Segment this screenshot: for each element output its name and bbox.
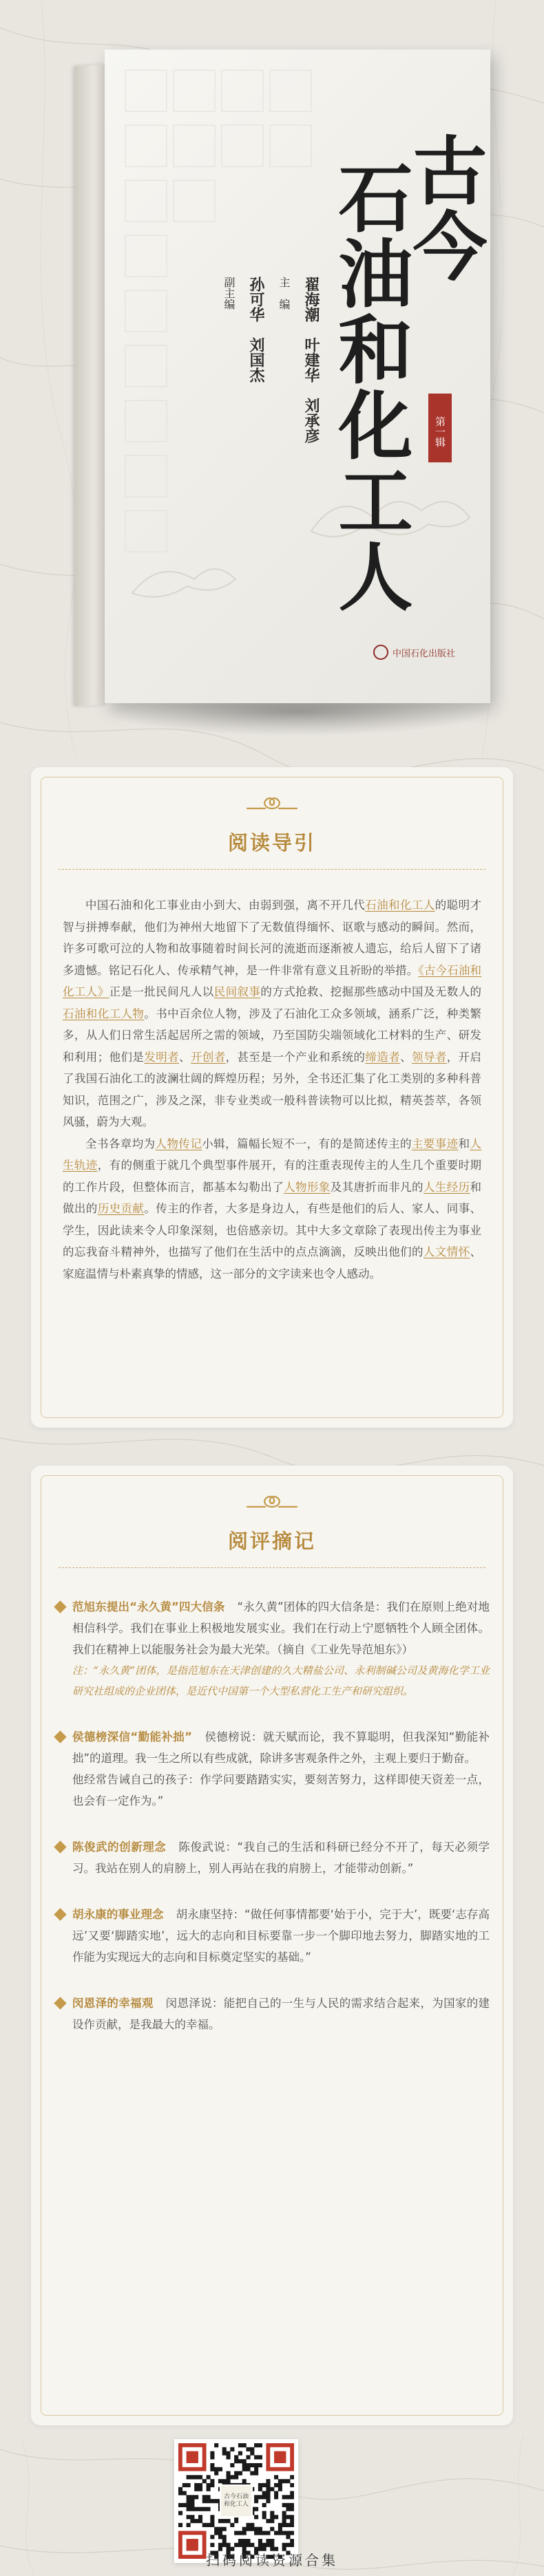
review-title: 闵恩泽的幸福观 bbox=[72, 1997, 154, 2010]
review-text: “永久黄”团体的四大信条是：我们在原则上绝对地相信科学。我们在事业上积极地发展实业。我们在行动上宁愿牺牲个人顾全团体。我们在精神上以能服务社会为最大光荣。（摘自《工业先导范旭东》） bbox=[72, 1600, 490, 1656]
book-title-line1: 古今 bbox=[400, 132, 487, 283]
highlighted-keyword: 缔造者 bbox=[365, 1050, 401, 1064]
review-notes-card bbox=[31, 1466, 513, 2425]
paragraph-text: 和做出的 bbox=[63, 1180, 482, 1215]
review-title: 侯德榜深信“勤能补拙” bbox=[72, 1730, 192, 1743]
review-item bbox=[54, 1993, 490, 2035]
highlighted-keyword: 人生轨迹 bbox=[63, 1137, 482, 1172]
highlighted-keyword: 历史贡献 bbox=[97, 1202, 145, 1215]
cloud-ornament-icon bbox=[244, 789, 300, 813]
review-item bbox=[54, 1726, 490, 1812]
publisher-logo-icon bbox=[373, 645, 388, 660]
review-list bbox=[54, 1596, 490, 2060]
highlighted-keyword: 石油和化工人 bbox=[365, 899, 435, 912]
book-publisher bbox=[373, 645, 477, 660]
review-item bbox=[54, 1836, 490, 1879]
review-notes-heading: 阅评摘记 bbox=[227, 1530, 316, 1553]
book-role-deputy: 副主编 bbox=[222, 277, 236, 310]
paragraph-text: 、 bbox=[400, 1050, 412, 1064]
paragraph-text: 。书中百余位人物，涉及了石油化工众多领域，涵系广泛，种类繁多，从人们日常生活起居所之需的领域，乃至国防尖端领域化工材料的生产、研发和利用；他们是 bbox=[63, 1007, 482, 1064]
heading-divider bbox=[59, 869, 485, 870]
highlighted-keyword: 石油和化工人物 bbox=[63, 1007, 145, 1020]
paragraph-text: 的方式抢救、挖掘那些感动中国及无数人的 bbox=[260, 985, 482, 998]
paragraph-text: 小辑，篇幅长短不一，有的是简述传主的 bbox=[202, 1137, 412, 1150]
highlighted-keyword: 主要事迹 bbox=[411, 1137, 459, 1150]
highlighted-keyword: 发明者 bbox=[144, 1050, 180, 1064]
heading-divider bbox=[59, 1567, 485, 1568]
review-text: 侯德榜说：就天赋而论，我不算聪明，但我深知“勤能补拙”的道理。我一生之所以有些成就，除讲多害观条件之外，主观上要归于勤奋。 bbox=[72, 1730, 490, 1765]
paragraph-text: 、 bbox=[179, 1050, 191, 1064]
highlighted-keyword: 《古今石油和化工人》 bbox=[63, 963, 482, 998]
book-publisher-name: 中国石化出版社 bbox=[393, 648, 456, 659]
review-text: 闵恩泽说：能把自己的一生与人民的需求结合起来，为国家的建设作贡献，是我最大的幸福。 bbox=[72, 1997, 490, 2031]
book-spine bbox=[74, 65, 106, 706]
reading-guide-paragraph-2 bbox=[63, 1133, 481, 1285]
qr-code[interactable] bbox=[174, 2439, 298, 2563]
review-text-continued: 他经常告诫自己的孩子：作学问要踏踏实实，要刻苦努力，这样即使天资差一点，也会有一定作为。” bbox=[72, 1773, 490, 1807]
book-authors-col2: 孙可华 刘国杰 bbox=[247, 277, 265, 383]
book-authors-col1: 翟海潮 叶建华 刘承彦 bbox=[302, 277, 320, 443]
book-title-line2: 石油和化工人 bbox=[326, 160, 412, 614]
qr-center-logo: 古今石油和化工人 bbox=[220, 2484, 253, 2518]
highlighted-keyword: 人物传记 bbox=[155, 1137, 202, 1150]
review-note: 注：“永久黄”团体，是指范旭东在天津创建的久大精盐公司、永利制碱公司及黄海化学工业研究社组成的企业团体，是近代中国第一个大型私营化工生产和研究组织。 bbox=[72, 1664, 490, 1697]
book-cover-area bbox=[0, 0, 544, 753]
qr-caption: 扫码阅读资源合集 bbox=[206, 2552, 338, 2568]
review-title: 胡永康的事业理念 bbox=[72, 1908, 164, 1921]
paragraph-text: 及其唐折而非凡的 bbox=[330, 1180, 423, 1194]
paragraph-text: 全书各章均为 bbox=[85, 1137, 156, 1150]
review-text: 陈俊武说：“我自己的生活和科研已经分不开了，每天必须学习。我站在别人的肩膀上，别人再站在我的肩膀上，才能带动创新。” bbox=[72, 1840, 490, 1875]
book-role-main: 主 编 bbox=[278, 277, 291, 310]
highlighted-keyword: 人物形象 bbox=[284, 1180, 331, 1194]
cloud-ornament-icon bbox=[244, 1488, 300, 1511]
reading-guide-heading: 阅读导引 bbox=[227, 831, 316, 855]
highlighted-keyword: 领导者 bbox=[412, 1050, 447, 1064]
book-authors bbox=[215, 277, 325, 483]
highlighted-keyword: 人生经历 bbox=[423, 1180, 470, 1194]
paragraph-text: 正是一批民间凡人以 bbox=[109, 985, 214, 998]
paragraph-text: ，开启了我国石油化工的波澜壮阔的辉煌历程；另外，全书还汇集了化工类别的多种科普知识，范围之广，涉及之深，非专业类或一般科普读物可以比拟，精英荟萃，各领风骚，蔚为大观。 bbox=[63, 1050, 482, 1128]
paragraph-text: 的聪明才智与拼搏奉献，他们为神州大地留下了无数值得缅怀、讴歌与感动的瞬间。然而，许多可歌可泣的人物和故事随着时间长河的流逝而逐渐被人遗忘，给后人留下了诸多遗憾。铭记石化人、传承精气神，是一件非常有意义且祈盼的举措。 bbox=[63, 899, 482, 977]
reading-guide-body bbox=[63, 894, 481, 1285]
paragraph-text: 中国石油和化工事业由小到大、由弱到强，离不开几代 bbox=[85, 899, 366, 912]
paragraph-text: 、家庭温情与朴素真挚的情感，这一部分的文字读来也令人感动。 bbox=[63, 1245, 482, 1280]
paragraph-text: 。传主的作者，大多是身边人，有些是他们的后人、家人、同事、学生，因此读来令人印象深刻，也倍感亲切。其中大多文章除了表现出传主为事业的忘我奋斗精神外，也描写了他们在生活中的点点滴滴，反映出他们的 bbox=[63, 1202, 482, 1258]
highlighted-keyword: 人文情怀 bbox=[423, 1245, 470, 1258]
book-cover bbox=[105, 50, 490, 703]
reading-guide-paragraph-1 bbox=[63, 894, 481, 1133]
review-title: 范旭东提出“永久黄”四大信条 bbox=[72, 1600, 225, 1613]
highlighted-keyword: 民间叙事 bbox=[213, 985, 261, 998]
volume-badge: 第一辑 bbox=[428, 394, 452, 462]
reading-guide-card bbox=[31, 767, 513, 1428]
paragraph-text: ，甚至是一个产业和系统的 bbox=[225, 1050, 366, 1064]
review-item bbox=[54, 1596, 490, 1702]
review-title: 陈俊武的创新理念 bbox=[72, 1840, 167, 1854]
paragraph-text: 和 bbox=[458, 1137, 470, 1150]
book-title bbox=[326, 132, 487, 703]
review-item bbox=[54, 1904, 490, 1968]
paragraph-text: ，有的侧重于就几个典型事件展开，有的注重表现传主的人生几个重要时期的工作片段，但整体而言，都基本勾勒出了 bbox=[63, 1159, 482, 1194]
highlighted-keyword: 开创者 bbox=[190, 1050, 226, 1064]
review-text: 胡永康坚持：“做任何事情都要‘始于小，完于大’，既要‘志存高远’又要‘脚踏实地’，远大的志向和目标要靠一步一个脚印地去努力，脚踏实地的工作能为实现远大的志向和目标奠定坚实的基础。” bbox=[72, 1908, 490, 1964]
